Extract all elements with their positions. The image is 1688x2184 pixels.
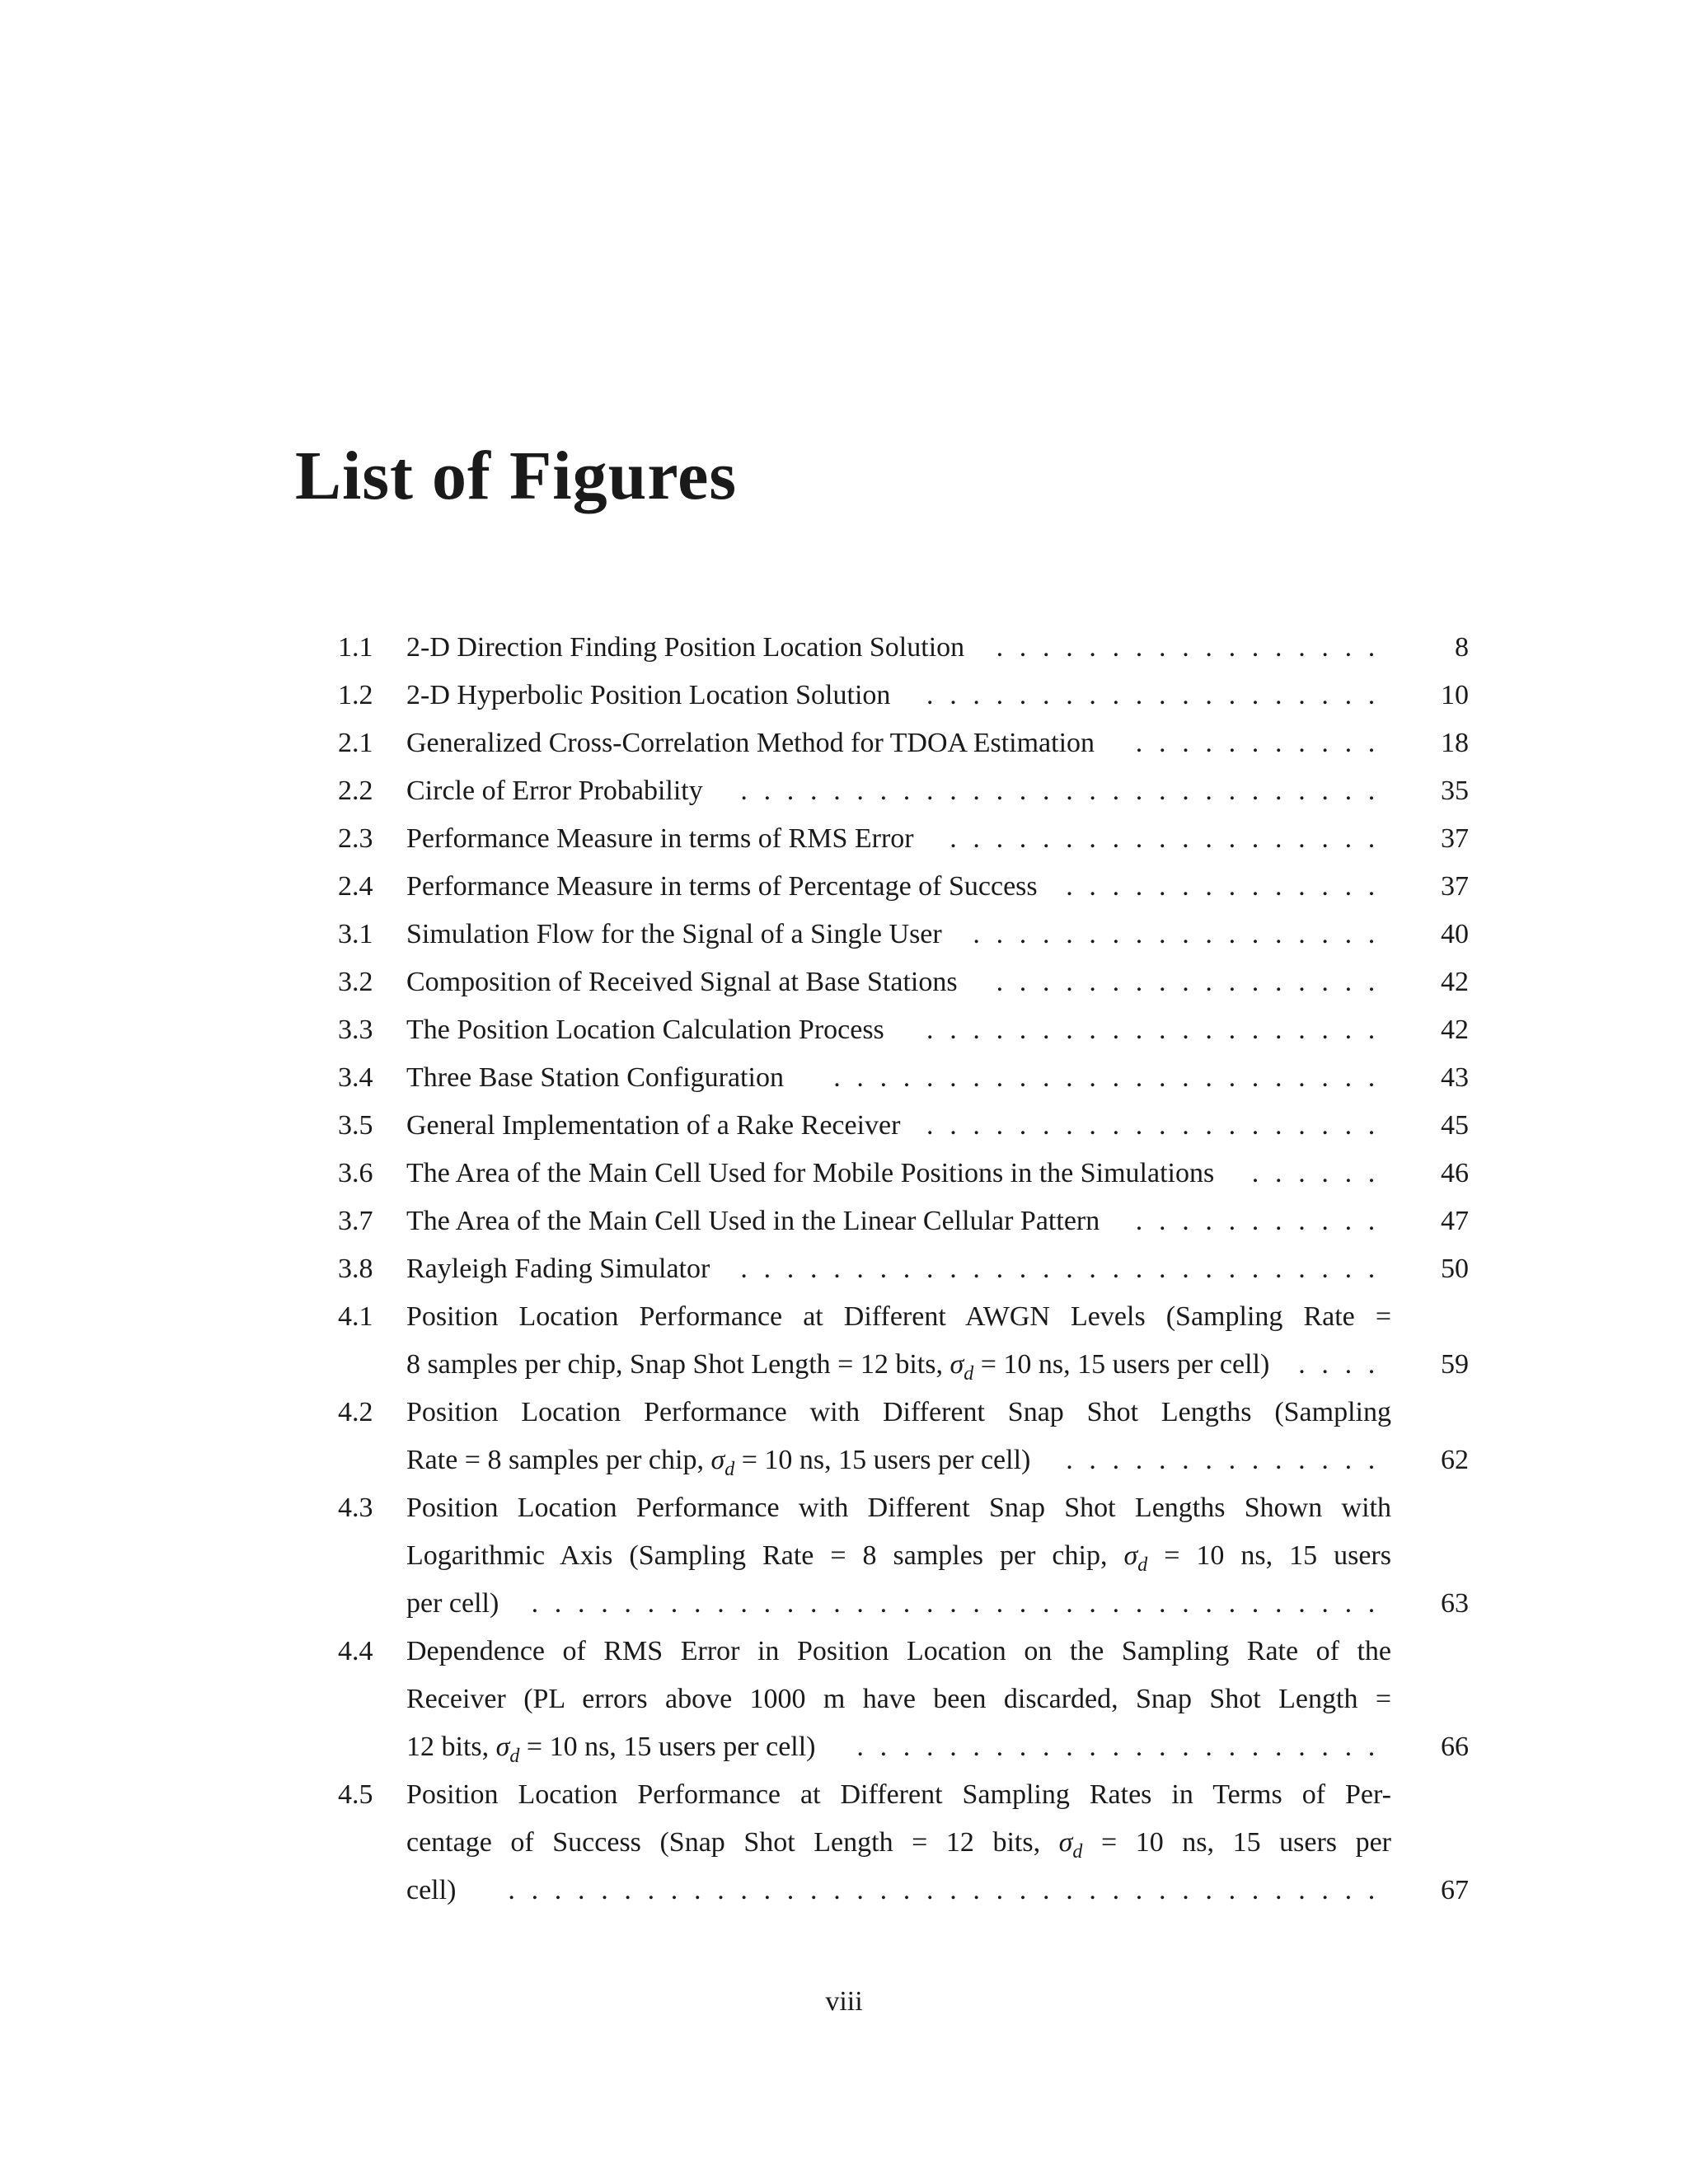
dot-leader: ................... [945, 815, 1391, 863]
figure-caption [406, 1484, 1391, 1628]
figure-entry[interactable] [0, 1054, 1688, 1102]
figure-entry[interactable] [0, 1245, 1688, 1293]
caption-line: Receiver (PL errors above 1000 m have been discarded, Snap Shot Length = [406, 1684, 1391, 1714]
figure-entry[interactable] [0, 1628, 1688, 1771]
dot-leader: .... [1293, 1341, 1391, 1389]
page-ref: 8 [1455, 632, 1469, 663]
dot-leader: .................... [921, 672, 1391, 719]
figure-caption [406, 1102, 1391, 1150]
figure-number: 4.4 [338, 1636, 373, 1666]
dot-leader: ................. [992, 958, 1391, 1006]
caption-line: Generalized Cross-Correlation Method for TDOA Estimation [406, 728, 1095, 758]
dot-leader: ................. [992, 624, 1391, 672]
caption-line: Position Location Performance with Different Snap Shot Lengths Shown with [406, 1493, 1391, 1523]
caption-line: Composition of Received Signal at Base Stations [406, 967, 958, 997]
caption-line: Position Location Performance at Different AWGN Levels (Sampling Rate = [406, 1301, 1391, 1332]
page-ref: 47 [1441, 1206, 1469, 1236]
caption-line: 2-D Direction Finding Position Location Solution [406, 632, 965, 663]
page-ref: 66 [1441, 1732, 1469, 1762]
figure-entry[interactable] [0, 1150, 1688, 1197]
figure-entry[interactable] [0, 911, 1688, 958]
figure-number: 3.1 [338, 919, 373, 949]
page-ref: 42 [1441, 1015, 1469, 1045]
figure-number: 2.1 [338, 728, 373, 758]
figure-entry[interactable] [0, 863, 1688, 911]
figure-number: 2.3 [338, 823, 373, 854]
figure-entry[interactable] [0, 1389, 1688, 1484]
caption-line: Rayleigh Fading Simulator [406, 1254, 710, 1284]
dot-leader: .................... [921, 1102, 1391, 1150]
caption-line: Position Location Performance with Different Snap Shot Lengths (Sampling [406, 1397, 1391, 1427]
caption-line: General Implementation of a Rake Receiver [406, 1110, 901, 1141]
caption-line: Dependence of RMS Error in Position Location on the Sampling Rate of the [406, 1636, 1391, 1666]
page-ref: 59 [1441, 1349, 1469, 1380]
page-number: viii [825, 1986, 863, 2017]
figure-caption [406, 624, 1391, 672]
caption-line: Circle of Error Probability [406, 776, 703, 806]
figure-caption [406, 1245, 1391, 1293]
figure-caption [406, 1628, 1391, 1771]
caption-line: Logarithmic Axis (Sampling Rate = 8 samples per chip, $\sigma_d = 10$ ns, 15 users [406, 1540, 1391, 1576]
figure-entry[interactable] [0, 815, 1688, 863]
figure-number: 3.7 [338, 1206, 373, 1236]
figure-number: 3.8 [338, 1254, 373, 1284]
dot-leader: ........................ [828, 1054, 1391, 1102]
figure-caption [406, 1054, 1391, 1102]
caption-line: Position Location Performance at Different Sampling Rates in Terms of Per- [406, 1779, 1391, 1810]
figure-caption [406, 1197, 1391, 1245]
page-ref: 18 [1441, 728, 1469, 758]
figure-caption [406, 1006, 1391, 1054]
caption-line: Simulation Flow for the Signal of a Single User [406, 919, 942, 949]
dot-leader: ............................ [735, 767, 1391, 815]
page-ref: 67 [1441, 1875, 1469, 1905]
figure-number: 4.2 [338, 1397, 373, 1427]
page-ref: 63 [1441, 1588, 1469, 1619]
caption-line: Three Base Station Configuration [406, 1062, 784, 1093]
dot-leader: .............. [1061, 1436, 1391, 1484]
dot-leader: .................. [968, 911, 1391, 958]
figure-number: 2.4 [338, 871, 373, 902]
sigma-d-symbol: $\sigma_d$ [1123, 1540, 1148, 1576]
figure-caption [406, 1150, 1391, 1197]
dot-leader: .................... [921, 1006, 1391, 1054]
figure-entry[interactable] [0, 1006, 1688, 1054]
figure-entry[interactable] [0, 624, 1688, 672]
dot-leader: ..................................... [527, 1580, 1391, 1628]
caption-line: cell) [406, 1875, 457, 1905]
figure-entry[interactable] [0, 672, 1688, 719]
figure-entry[interactable] [0, 958, 1688, 1006]
page-ref: 35 [1441, 776, 1469, 806]
figure-number: 2.2 [338, 776, 373, 806]
figure-caption [406, 1389, 1391, 1484]
caption-line: 12 bits, $\sigma_d = 10$ ns, 15 users per cell) [406, 1732, 816, 1767]
sigma-d-symbol: $\sigma_d$ [710, 1445, 735, 1480]
caption-line: 8 samples per chip, Snap Shot Length = 12 bits, $\sigma_d = 10$ ns, 15 users per cell) [406, 1349, 1270, 1385]
dot-leader: ...... [1247, 1150, 1391, 1197]
caption-line: Performance Measure in terms of RMS Error [406, 823, 914, 854]
figure-number: 3.5 [338, 1110, 373, 1141]
figure-number: 4.1 [338, 1301, 373, 1332]
figure-caption [406, 1771, 1391, 1915]
figure-caption [406, 911, 1391, 958]
dot-leader: ............................ [735, 1245, 1391, 1293]
figure-entry[interactable] [0, 1293, 1688, 1389]
figure-entry[interactable] [0, 719, 1688, 767]
dot-leader: ....................... [851, 1723, 1391, 1771]
sigma-d-symbol: $\sigma_d$ [495, 1732, 520, 1767]
caption-line: centage of Success (Snap Shot Length = 12 bits, $\sigma_d = 10$ ns, 15 users per [406, 1827, 1391, 1863]
page-ref: 42 [1441, 967, 1469, 997]
caption-line: The Area of the Main Cell Used in the Linear Cellular Pattern [406, 1206, 1100, 1236]
figure-number: 3.2 [338, 967, 373, 997]
page-ref: 37 [1441, 871, 1469, 902]
figure-entry[interactable] [0, 1197, 1688, 1245]
caption-line: Performance Measure in terms of Percentage of Success [406, 871, 1038, 902]
caption-line: 2-D Hyperbolic Position Location Solution [406, 680, 891, 710]
dot-leader: ........... [1131, 1197, 1391, 1245]
figure-number: 1.1 [338, 632, 373, 663]
figure-entry[interactable] [0, 767, 1688, 815]
page-ref: 45 [1441, 1110, 1469, 1141]
caption-line: Rate = 8 samples per chip, $\sigma_d = 10$ ns, 15 users per cell) [406, 1445, 1031, 1480]
page-ref: 10 [1441, 680, 1469, 710]
page-ref: 37 [1441, 823, 1469, 854]
caption-line: per cell) [406, 1588, 499, 1619]
figure-number: 1.2 [338, 680, 373, 710]
sigma-d-symbol: $\sigma_d$ [1058, 1827, 1083, 1863]
page-ref: 62 [1441, 1445, 1469, 1475]
page-ref: 46 [1441, 1158, 1469, 1188]
figure-number: 3.4 [338, 1062, 373, 1093]
figure-caption [406, 815, 1391, 863]
figure-caption [406, 1293, 1391, 1389]
dot-leader: .............. [1061, 863, 1391, 911]
dot-leader: ...................................... [503, 1867, 1391, 1915]
figure-entry[interactable] [0, 1771, 1688, 1915]
figure-caption [406, 958, 1391, 1006]
figure-caption [406, 767, 1391, 815]
figure-entry[interactable] [0, 1484, 1688, 1628]
caption-line: The Area of the Main Cell Used for Mobile Positions in the Simulations [406, 1158, 1215, 1188]
page-ref: 40 [1441, 919, 1469, 949]
figure-entry[interactable] [0, 1102, 1688, 1150]
figure-number: 4.3 [338, 1493, 373, 1523]
page-ref: 50 [1441, 1254, 1469, 1284]
page-ref: 43 [1441, 1062, 1469, 1093]
figure-caption [406, 719, 1391, 767]
figure-caption [406, 863, 1391, 911]
figure-number: 4.5 [338, 1779, 373, 1810]
dot-leader: ........... [1131, 719, 1391, 767]
figure-caption [406, 672, 1391, 719]
page-title: List of Figures [295, 438, 738, 514]
figure-number: 3.3 [338, 1015, 373, 1045]
figure-number: 3.6 [338, 1158, 373, 1188]
caption-line: The Position Location Calculation Process [406, 1015, 884, 1045]
sigma-d-symbol: $\sigma_d$ [950, 1349, 974, 1385]
